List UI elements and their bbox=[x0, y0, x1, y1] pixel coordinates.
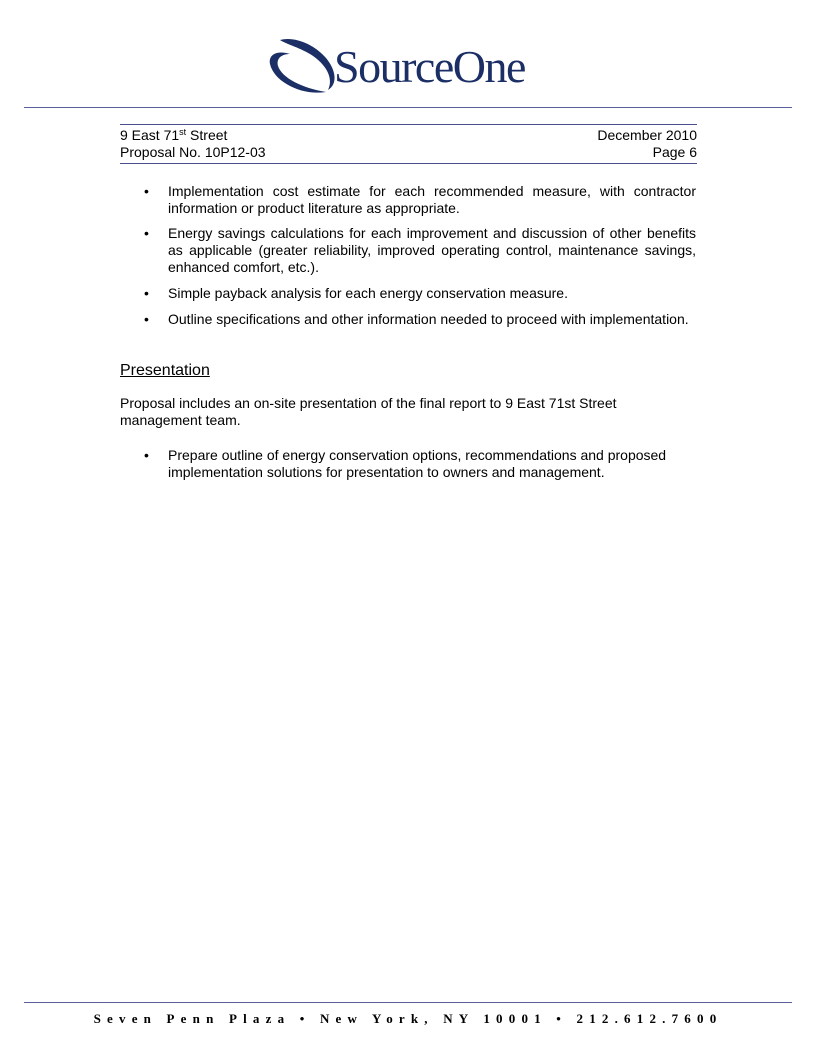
bullet-icon: • bbox=[144, 183, 149, 199]
document-date: December 2010 bbox=[597, 127, 697, 143]
section-heading-presentation: Presentation bbox=[120, 362, 210, 379]
page-number: Page 6 bbox=[652, 144, 697, 160]
bullet-icon: • bbox=[144, 285, 149, 301]
bullet-icon: • bbox=[144, 447, 149, 463]
property-address: 9 East 71st Street bbox=[120, 127, 228, 143]
bullet-icon: • bbox=[144, 311, 149, 327]
list-item-text: Energy savings calculations for each improvement and discussion of other benefits as applicable (greater reliability, improved operating control, maintenance savings, enhanced comfort, etc.). bbox=[168, 225, 696, 275]
proposal-number: Proposal No. 10P12-03 bbox=[120, 144, 266, 160]
presentation-paragraph: Proposal includes an on-site presentation of the final report to 9 East 71st Street management team. bbox=[120, 395, 617, 428]
footer-contact: Seven Penn Plaza • New York, NY 10001 • 212.612.7600 bbox=[93, 1011, 723, 1026]
header-rule bbox=[24, 107, 792, 108]
list-item-text: Simple payback analysis for each energy conservation measure. bbox=[168, 285, 568, 301]
list-item-text: Outline specifications and other information needed to proceed with implementation. bbox=[168, 311, 689, 327]
document-header bbox=[120, 124, 697, 164]
footer-rule bbox=[24, 1002, 792, 1003]
list-item-text: Implementation cost estimate for each recommended measure, with contractor information or product literature as appropriate. bbox=[168, 183, 696, 216]
bullet-icon: • bbox=[144, 225, 149, 241]
sourceone-logo bbox=[266, 34, 556, 98]
list-item-text: Prepare outline of energy conservation options, recommendations and proposed implementation solutions for presentation to owners and management. bbox=[168, 447, 667, 480]
logo-wordmark: SourceOne bbox=[334, 41, 525, 92]
